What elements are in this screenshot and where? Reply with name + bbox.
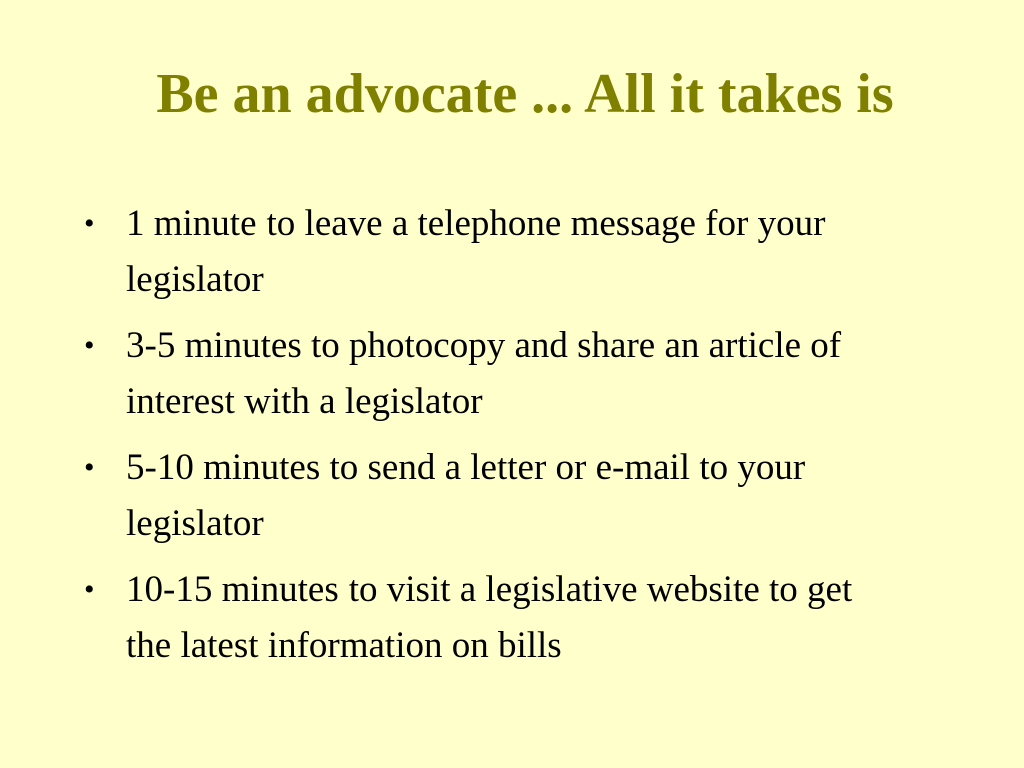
bullet-item-1 xyxy=(84,196,904,308)
bullet-icon: • xyxy=(84,451,95,484)
bullet-time: 1 minute xyxy=(126,203,257,244)
bullet-time: 5-10 minutes xyxy=(126,447,321,488)
bullet-item-2 xyxy=(84,318,904,430)
bullet-icon: • xyxy=(84,573,95,606)
bullet-time: 10-15 minutes xyxy=(126,569,339,610)
bullet-item-4 xyxy=(84,562,904,674)
bullet-text: to send a letter or e-mail to your legislator xyxy=(126,447,806,544)
bullet-time: 3-5 minutes xyxy=(126,325,302,366)
bullet-list xyxy=(84,196,904,684)
bullet-icon: • xyxy=(84,329,95,362)
slide-title: Be an advocate ... All it takes is xyxy=(156,63,894,125)
bullet-text: to visit a legislative website to get the latest information on bills xyxy=(126,569,853,666)
bullet-text: to leave a telephone message for your legislator xyxy=(126,203,826,300)
bullet-icon: • xyxy=(84,207,95,240)
bullet-text: to photocopy and share an article of interest with a legislator xyxy=(126,325,842,422)
bullet-item-3 xyxy=(84,440,904,552)
